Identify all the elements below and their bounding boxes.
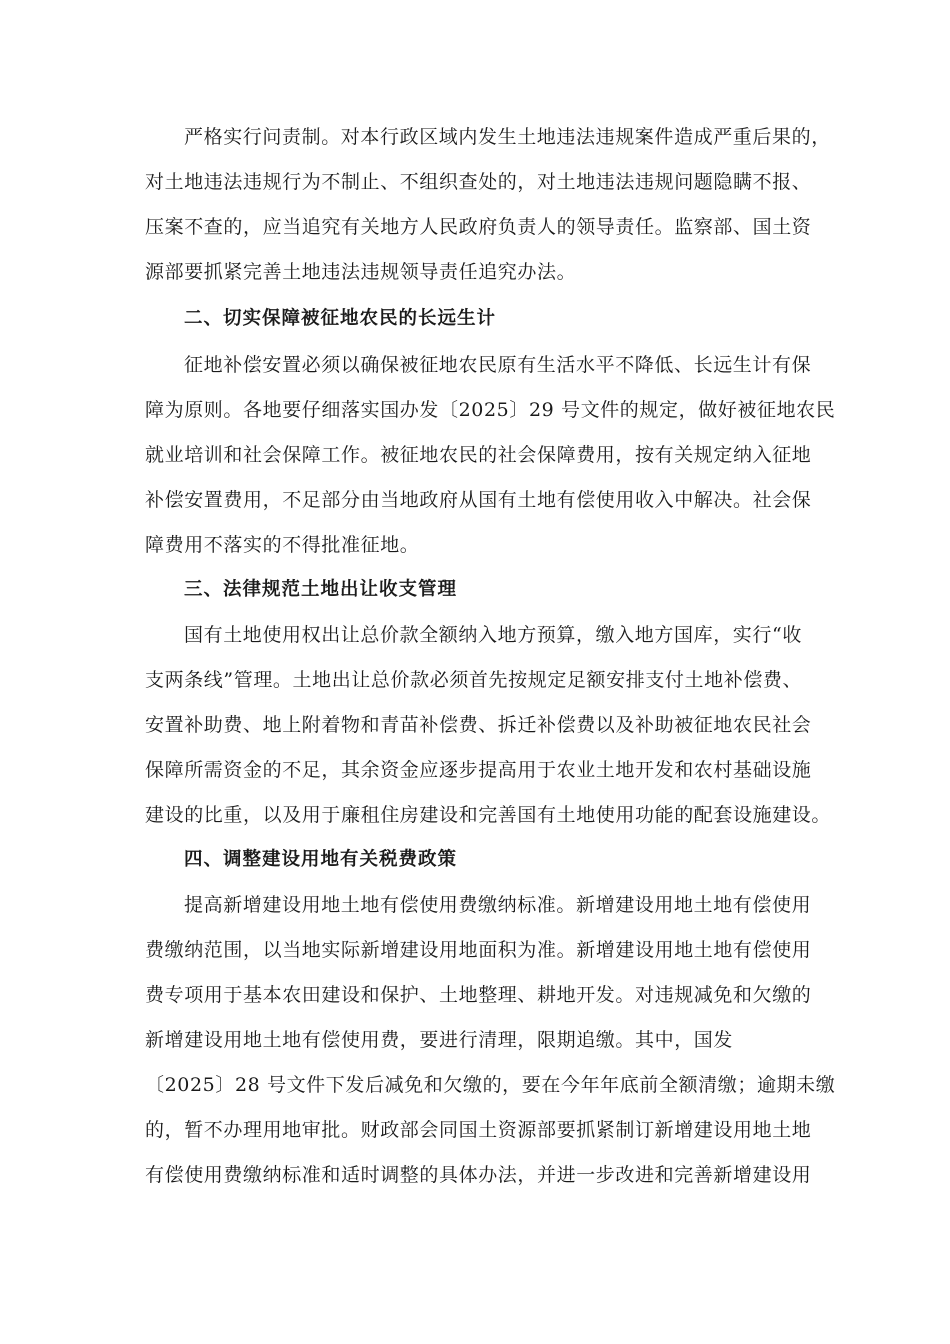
section-heading: 四、调整建设用地有关税费政策 bbox=[184, 849, 458, 870]
paragraph-line: 费缴纳范围，以当地实际新增建设用地面积为准。新增建设用地土地有偿使用 bbox=[145, 939, 812, 961]
paragraph-line: 建设的比重，以及用于廉租住房建设和完善国有土地使用功能的配套设施建设。 bbox=[145, 804, 832, 826]
paragraph-line: 费专项用于基本农田建设和保护、土地整理、耕地开发。对违规减免和欠缴的 bbox=[145, 984, 812, 1006]
paragraph-line: 有偿使用费缴纳标准和适时调整的具体办法，并进一步改进和完善新增建设用 bbox=[145, 1164, 812, 1186]
section-heading: 二、切实保障被征地农民的长远生计 bbox=[184, 308, 497, 329]
paragraph-line: 提高新增建设用地土地有偿使用费缴纳标准。新增建设用地土地有偿使用 bbox=[184, 894, 812, 916]
paragraph-line: 支两条线”管理。土地出让总价款必须首先按规定足额安排支付土地补偿费、 bbox=[145, 669, 803, 691]
paragraph-line: 新增建设用地土地有偿使用费，要进行清理，限期追缴。其中，国发 bbox=[145, 1029, 734, 1051]
paragraph-line: 压案不查的，应当追究有关地方人民政府负责人的领导责任。监察部、国土资 bbox=[145, 216, 812, 238]
paragraph-line: 源部要抓紧完善土地违法违规领导责任追究办法。 bbox=[145, 261, 577, 283]
paragraph-line: 〔2025〕28 号文件下发后减免和欠缴的，要在今年年底前全额清缴；逾期未缴 bbox=[145, 1074, 836, 1096]
section-heading: 三、法律规范土地出让收支管理 bbox=[184, 579, 458, 600]
paragraph-line: 障费用不落实的不得批准征地。 bbox=[145, 534, 420, 556]
paragraph-line: 国有土地使用权出让总价款全额纳入地方预算，缴入地方国库，实行“收 bbox=[184, 624, 802, 646]
paragraph-line: 征地补偿安置必须以确保被征地农民原有生活水平不降低、长远生计有保 bbox=[184, 354, 812, 376]
paragraph-line: 补偿安置费用，不足部分由当地政府从国有土地有偿使用收入中解决。社会保 bbox=[145, 489, 812, 511]
paragraph-line: 对土地违法违规行为不制止、不组织查处的，对土地违法违规问题隐瞒不报、 bbox=[145, 171, 812, 193]
paragraph-line: 安置补助费、地上附着物和青苗补偿费、拆迁补偿费以及补助被征地农民社会 bbox=[145, 714, 812, 736]
paragraph-line: 严格实行问责制。对本行政区域内发生土地违法违规案件造成严重后果的， bbox=[184, 126, 831, 148]
paragraph-line: 保障所需资金的不足，其余资金应逐步提高用于农业土地开发和农村基础设施 bbox=[145, 759, 812, 781]
paragraph-line: 的，暂不办理用地审批。财政部会同国土资源部要抓紧制订新增建设用地土地 bbox=[145, 1119, 812, 1141]
paragraph-line: 障为原则。各地要仔细落实国办发〔2025〕29 号文件的规定，做好被征地农民 bbox=[145, 399, 836, 421]
paragraph-line: 就业培训和社会保障工作。被征地农民的社会保障费用，按有关规定纳入征地 bbox=[145, 444, 812, 466]
